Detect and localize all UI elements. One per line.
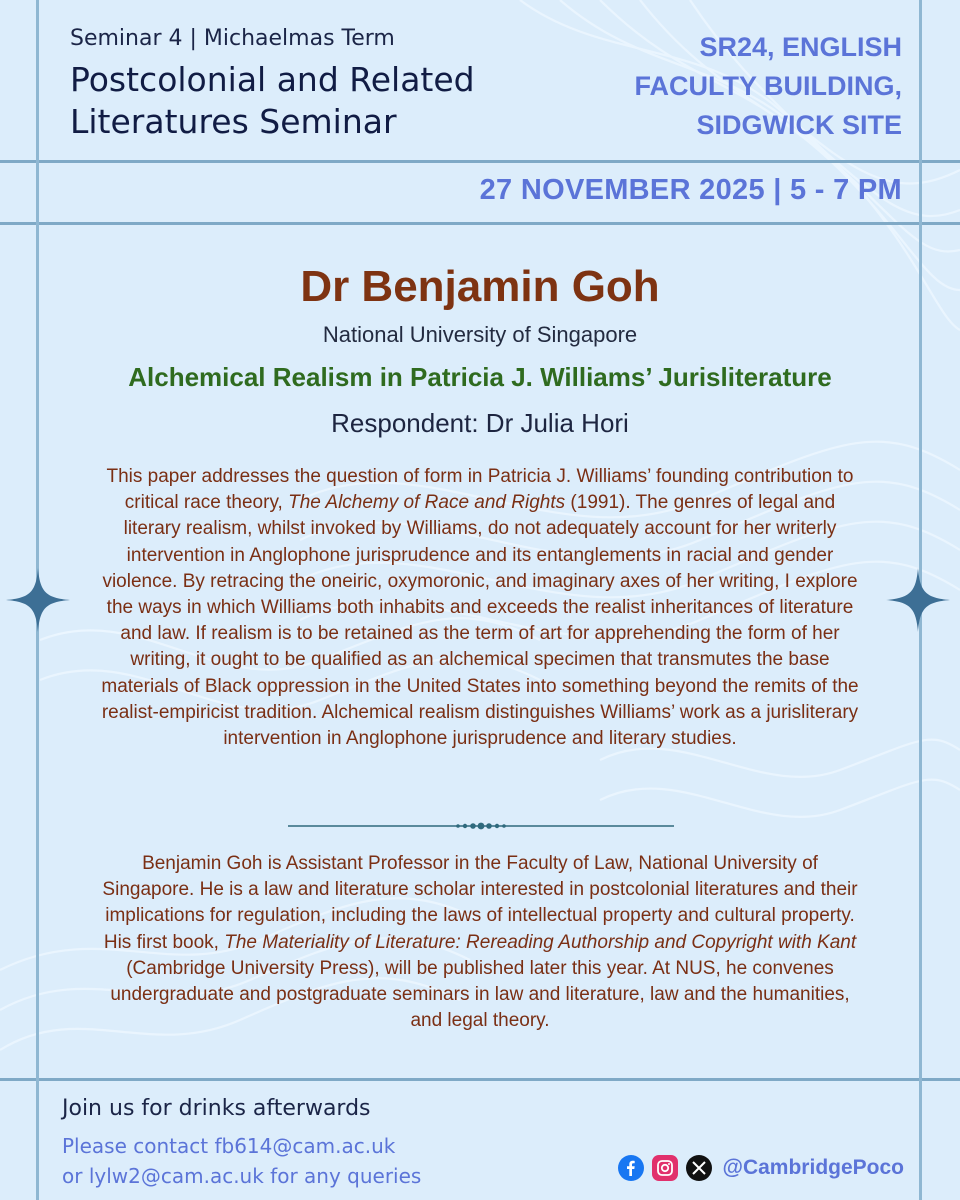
bio-text-1: Benjamin Goh is Assistant Professor in the Faculty of Law, National University of Singapore. He is a law and literature scholar interested in postcolonial literatures and their implications for regulation, including the laws of intellectual property and cultural property. His first book, — [102, 853, 858, 953]
contact-info — [62, 1131, 421, 1191]
seminar-title-line1: Postcolonial and Related — [70, 60, 475, 99]
event-date: 27 NOVEMBER 2025 | 5 - 7 PM — [479, 174, 902, 206]
venue — [582, 28, 902, 145]
venue-line1: SR24, ENGLISH — [699, 32, 902, 62]
header-rule-bottom — [0, 222, 960, 225]
ornamental-divider — [288, 818, 674, 834]
series-label: Seminar 4 | Michaelmas Term — [70, 26, 395, 51]
abstract-text-1: This paper addresses the question of form in Patricia J. Williams’ founding contribution to critical race theory, — [106, 466, 854, 514]
speaker-name: Dr Benjamin Goh — [300, 262, 660, 311]
drinks-note: Join us for drinks afterwards — [62, 1096, 371, 1121]
sparkle-star-icon — [886, 568, 950, 632]
venue-line3: SIDGWICK SITE — [696, 110, 902, 140]
abstract-paragraph — [95, 464, 865, 752]
header-rule-top — [0, 160, 960, 163]
sparkle-star-icon — [6, 568, 70, 632]
talk-title: Alchemical Realism in Patricia J. Williams’ Jurisliterature — [128, 362, 832, 392]
facebook-icon[interactable] — [618, 1155, 644, 1181]
bio-book-title: The Materiality of Literature: Rereading Authorship and Copyright with Kant — [224, 931, 857, 953]
abstract-book-title: The Alchemy of Race and Rights — [288, 492, 566, 514]
venue-line2: FACULTY BUILDING, — [634, 71, 902, 101]
contact-line1[interactable]: Please contact fb614@cam.ac.uk — [62, 1134, 396, 1158]
seminar-title-line2: Literatures Seminar — [70, 102, 397, 141]
social-handle[interactable]: @CambridgePoco — [722, 1156, 904, 1179]
footer-rule — [0, 1078, 960, 1081]
contact-line2[interactable]: or lylw2@cam.ac.uk for any queries — [62, 1164, 422, 1188]
seminar-title — [70, 59, 590, 143]
social-links — [618, 1155, 904, 1181]
bio-text-2: (Cambridge University Press), will be published later this year. At NUS, he convenes undergraduate and postgraduate seminars in law and literature, law and the humanities, and legal theory. — [110, 957, 850, 1032]
abstract-text-2: (1991). The genres of legal and literary realism, whilst invoked by Williams, do not adequately account for her writerly intervention in Anglophone jurisprudence and its entanglements in racial and gender violence. By retracing the oneiric, oxymoronic, and imaginary axes of her writing, I explore the ways in which Williams both inhabits and exceeds the realist inheritances of literature and law. If realism is to be retained as the term of art for apprehending the form of her writing, it ought to be qualified as an alchemical specimen that transmutes the base materials of Black oppression in the United States into something beyond the remits of the realist-empiricist tradition. Alchemical realism distinguishes Williams’ work as a jurisliterary intervention in Anglophone jurisprudence and literary studies. — [101, 492, 859, 750]
bio-paragraph — [95, 851, 865, 1034]
respondent: Respondent: Dr Julia Hori — [331, 408, 629, 438]
footer-block — [62, 1096, 421, 1191]
header-block — [70, 26, 590, 143]
instagram-icon[interactable] — [652, 1155, 678, 1181]
x-icon[interactable] — [686, 1155, 712, 1181]
speaker-affiliation: National University of Singapore — [322, 322, 638, 347]
